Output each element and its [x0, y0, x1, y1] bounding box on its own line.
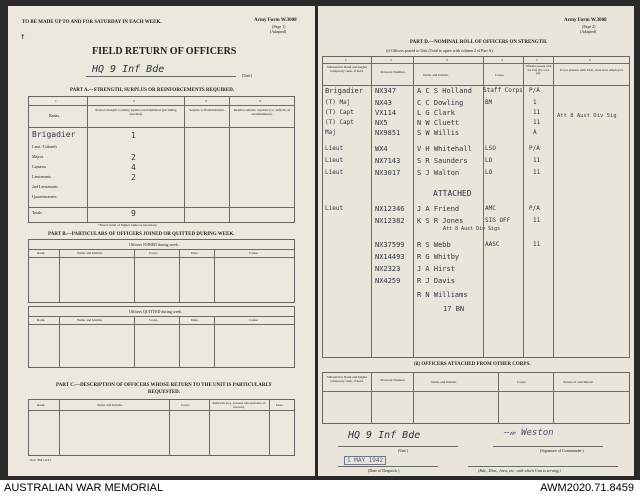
page-number: (Page 1) [272, 24, 286, 29]
row-rank: Lieut [325, 157, 344, 164]
table-row [323, 265, 629, 277]
part-d-subtitle: (i) Officers posted to Unit (Total to agree with column 2 of Part A). [386, 48, 494, 53]
strength-value: 2 [131, 173, 136, 182]
part-b-title: PART B.—PARTICULARS OF OFFICERS JOINED OR QUITTED DURING WEEK. [48, 232, 235, 237]
header-corps: Corps. [495, 73, 505, 77]
col-remarks: Remarks (e.g. present whereabouts, if known). [212, 401, 266, 409]
unit-handwritten: HQ 9 Inf Bde [92, 64, 165, 75]
footnote: *Insert detail of higher ranks as necessary. [98, 223, 158, 227]
row-rank: (T) Capt [325, 109, 354, 116]
row-name: J A Friend [417, 205, 460, 213]
header-ranks: Ranks. [49, 113, 60, 118]
header-surplus: Surplus to Establishment. [189, 108, 225, 112]
row-present: 11 [533, 119, 541, 126]
col-number: 2 [390, 58, 392, 62]
row-number: NX7143 [375, 157, 401, 165]
row-corps: LO [485, 157, 493, 164]
row-rank: (T) Capt [325, 119, 354, 126]
table-row [323, 253, 629, 265]
row-name: R G Whitby [417, 253, 460, 261]
commander-signature: —𝓌 Weston [504, 428, 554, 438]
row-number: NX14493 [375, 253, 405, 261]
col-corps: Corps. [181, 403, 191, 407]
header-present: Whether present with the Unit (P) or not (A). [525, 64, 552, 76]
row-name: C C Dowling [417, 99, 464, 107]
table-row [323, 157, 629, 169]
row-present: P/A [529, 87, 540, 94]
totals-label: Totals [32, 210, 42, 215]
col-date: Date. [276, 403, 284, 407]
row-present: 11 [533, 169, 541, 176]
attached-label: ATTACHED [433, 189, 472, 198]
form-title: FIELD RETURN OF OFFICERS [92, 46, 237, 57]
date-line [338, 466, 438, 467]
row-number: NX43 [375, 99, 392, 107]
col-number: 5 [536, 58, 538, 62]
col-rank: Rank. [37, 318, 46, 322]
row-corps: AASC [485, 241, 500, 248]
rank-row-label: Brigadier [32, 130, 76, 139]
row-name: V H Whitehall [417, 145, 472, 153]
row-rank: Maj [325, 129, 336, 136]
col-number: 1 [55, 99, 57, 103]
part-a-title: PART A.—STRENGTH, SURPLUS OR REINFORCEMENTS REQUIRED. [70, 88, 235, 93]
col-number: 4 [501, 58, 503, 62]
attached-corps-table [322, 372, 630, 424]
row-corps: LSO [485, 145, 496, 152]
row-corps: LO [485, 169, 493, 176]
col-number: 3 [446, 58, 448, 62]
col-cause: Cause. [249, 318, 259, 322]
date-stamp: 1 MAY 1942 [344, 456, 386, 465]
section-ii-title: (ii) OFFICERS ATTACHED FROM OTHER CORPS. [414, 362, 531, 367]
form-number: Army Form W.3008 [254, 18, 297, 23]
formation-label: (Bde., Divn., Area, etc., with which Unit is serving.) [478, 468, 561, 473]
row-rank: Lieut [325, 169, 344, 176]
table-row [323, 129, 629, 141]
part-c-table [28, 399, 295, 456]
quitted-label: Officers QUITTED during week. [129, 309, 183, 314]
row-corps: BM [485, 99, 493, 106]
rank-row-label: Captains [32, 164, 46, 169]
table-row [323, 277, 629, 289]
unit-handwritten: HQ 9 Inf Bde [348, 430, 421, 441]
col-name: Name and Initials. [97, 403, 123, 407]
strength-value: 4 [131, 163, 136, 172]
row-number: NX3017 [375, 169, 401, 177]
row-corps: SIG OFF [485, 217, 511, 224]
row-present: P/A [529, 205, 540, 212]
strength-value: 2 [131, 153, 136, 162]
signature-label: (Signature of Commander.) [540, 448, 584, 453]
unit-label: (Unit) [398, 448, 408, 453]
corner-mark: ↑ [20, 32, 26, 42]
part-b-quitted-table [28, 306, 295, 368]
row-corps: AMC [485, 205, 496, 212]
part-c-title: PART C.—DESCRIPTION OF OFFICERS WHOSE RETURN TO THE UNIT IS PARTICULARLY REQUESTED. [56, 383, 272, 395]
col-cause: Cause. [249, 251, 259, 255]
row-number: NX4259 [375, 277, 401, 285]
rank-row-label: Lieut.-Colonels [32, 144, 57, 149]
row-rank: Brigadier [325, 87, 363, 95]
col-number: 4 [259, 99, 261, 103]
col-corps: Corps. [149, 251, 159, 255]
nominal-roll-table [322, 56, 630, 358]
row-number: NX2323 [375, 265, 401, 273]
row-number: VX114 [375, 109, 397, 117]
header-personal-number: Personal Number. [380, 70, 406, 74]
footer-right: AWM2020.71.8459 [540, 482, 634, 494]
ii-header-name: Name and Initials. [431, 380, 457, 384]
header-name: Name and Initials. [423, 73, 449, 77]
form-number: Army Form W.3008 [564, 18, 607, 23]
table-row [323, 145, 629, 157]
col-number: 1 [345, 58, 347, 62]
table-row [323, 169, 629, 181]
row-name: S J Walton [417, 169, 460, 177]
col-date: Date. [191, 318, 199, 322]
strength-value: 1 [131, 131, 136, 140]
row-name: N W Cluett [417, 119, 460, 127]
col-number: 2 [133, 99, 135, 103]
table-row [323, 87, 629, 99]
left-page [8, 6, 315, 476]
attached-note: Att 8 Aust Div Sigs [443, 226, 501, 232]
header-reinforcements: Reinforcements required (i.e. deficits on establishment). [233, 108, 291, 116]
col-number: 3 [205, 99, 207, 103]
row-number: NX12346 [375, 205, 405, 213]
signature-line [493, 446, 603, 447]
row-name: S R Saunders [417, 157, 468, 165]
rank-row-label: Majors [32, 154, 44, 159]
row-rank: (T) Maj [325, 99, 351, 106]
row-number: NX37599 [375, 241, 405, 249]
right-page [318, 6, 634, 476]
rank-row-label: Lieutenants [32, 174, 51, 179]
ii-header-number: Personal Number. [380, 378, 406, 382]
joined-label: Officers JOINED during week. [129, 242, 179, 247]
col-name: Name and Initials. [77, 251, 103, 255]
col-name: Name and Initials. [77, 318, 103, 322]
row-present: 11 [533, 241, 541, 248]
row-present: P/A [529, 145, 540, 152]
row-name: K S R Jones [417, 217, 464, 225]
page-number: (Page 2) [582, 24, 596, 29]
row-name: S W Willis [417, 129, 460, 137]
row-present: 11 [533, 109, 541, 116]
row-number: NX9851 [375, 129, 401, 137]
table-row [323, 205, 629, 217]
unit-label: (Unit) [242, 73, 252, 78]
rank-row-label: 2nd Lieutenants [32, 184, 58, 189]
row-present: 1 [533, 99, 537, 106]
attached-note: 17 BN [443, 305, 465, 313]
print-code: N.Z. 3M 10/41 [30, 458, 51, 462]
absent-note: Att 8 Aust Div Sig [557, 113, 617, 119]
row-number: NX347 [375, 87, 397, 95]
col-rank: Rank. [37, 403, 46, 407]
total-value: 9 [131, 209, 136, 218]
row-number: WX4 [375, 145, 388, 153]
row-name: R S Webb [417, 241, 451, 249]
date-label: (Date of Despatch.) [368, 468, 400, 473]
row-present: 11 [533, 217, 541, 224]
rank-row-label: Quartermasters [32, 194, 57, 199]
row-present: 11 [533, 157, 541, 164]
row-present: A [533, 129, 537, 136]
col-number: 6 [589, 58, 591, 62]
row-name: L G Clark [417, 109, 455, 117]
header-posted-strength: Posted strength counting against establishment (excluding attached). [95, 108, 177, 116]
ii-header-nature: Nature of attachment. [563, 380, 594, 384]
row-corps: Staff Corps [483, 87, 523, 94]
header-rank: Substantive Rank and higher temporary rank, if held. [326, 65, 368, 73]
row-number: NX5 [375, 119, 388, 127]
row-name: R N Williams [417, 291, 468, 299]
row-name: A C S Holland [417, 87, 472, 95]
row-rank: Lieut [325, 205, 344, 212]
row-name: J A Hirst [417, 265, 455, 273]
footer-left: AUSTRALIAN WAR MEMORIAL [4, 482, 164, 494]
row-rank: Lieut [325, 145, 344, 152]
adapted-note: (Adapted) [580, 29, 597, 34]
row-number: NX12382 [375, 217, 405, 225]
unit-line [338, 446, 458, 447]
part-b-joined-table [28, 239, 295, 303]
ii-header-corps: Corps. [517, 380, 527, 384]
header-employed: If not present with Unit, state how employed. [560, 68, 624, 72]
row-name: R J Davis [417, 277, 455, 285]
table-row [323, 291, 629, 303]
part-d-title: PART D.—NOMINAL ROLL OF OFFICERS ON STRENGTH. [410, 40, 548, 45]
archive-footer [0, 480, 640, 496]
formation-line [468, 466, 618, 467]
instruction-note: TO BE MADE UP TO AND FOR SATURDAY IN EACH WEEK. [22, 20, 162, 25]
adapted-note: (Adapted) [270, 29, 287, 34]
unit-line [86, 76, 236, 77]
col-rank: Rank. [37, 251, 46, 255]
col-corps: Corps. [149, 318, 159, 322]
col-date: Date. [191, 251, 199, 255]
ii-header-rank: Substantive Rank and higher temporary rank, if held. [326, 375, 368, 383]
part-a-table [28, 96, 295, 223]
table-row [323, 241, 629, 253]
